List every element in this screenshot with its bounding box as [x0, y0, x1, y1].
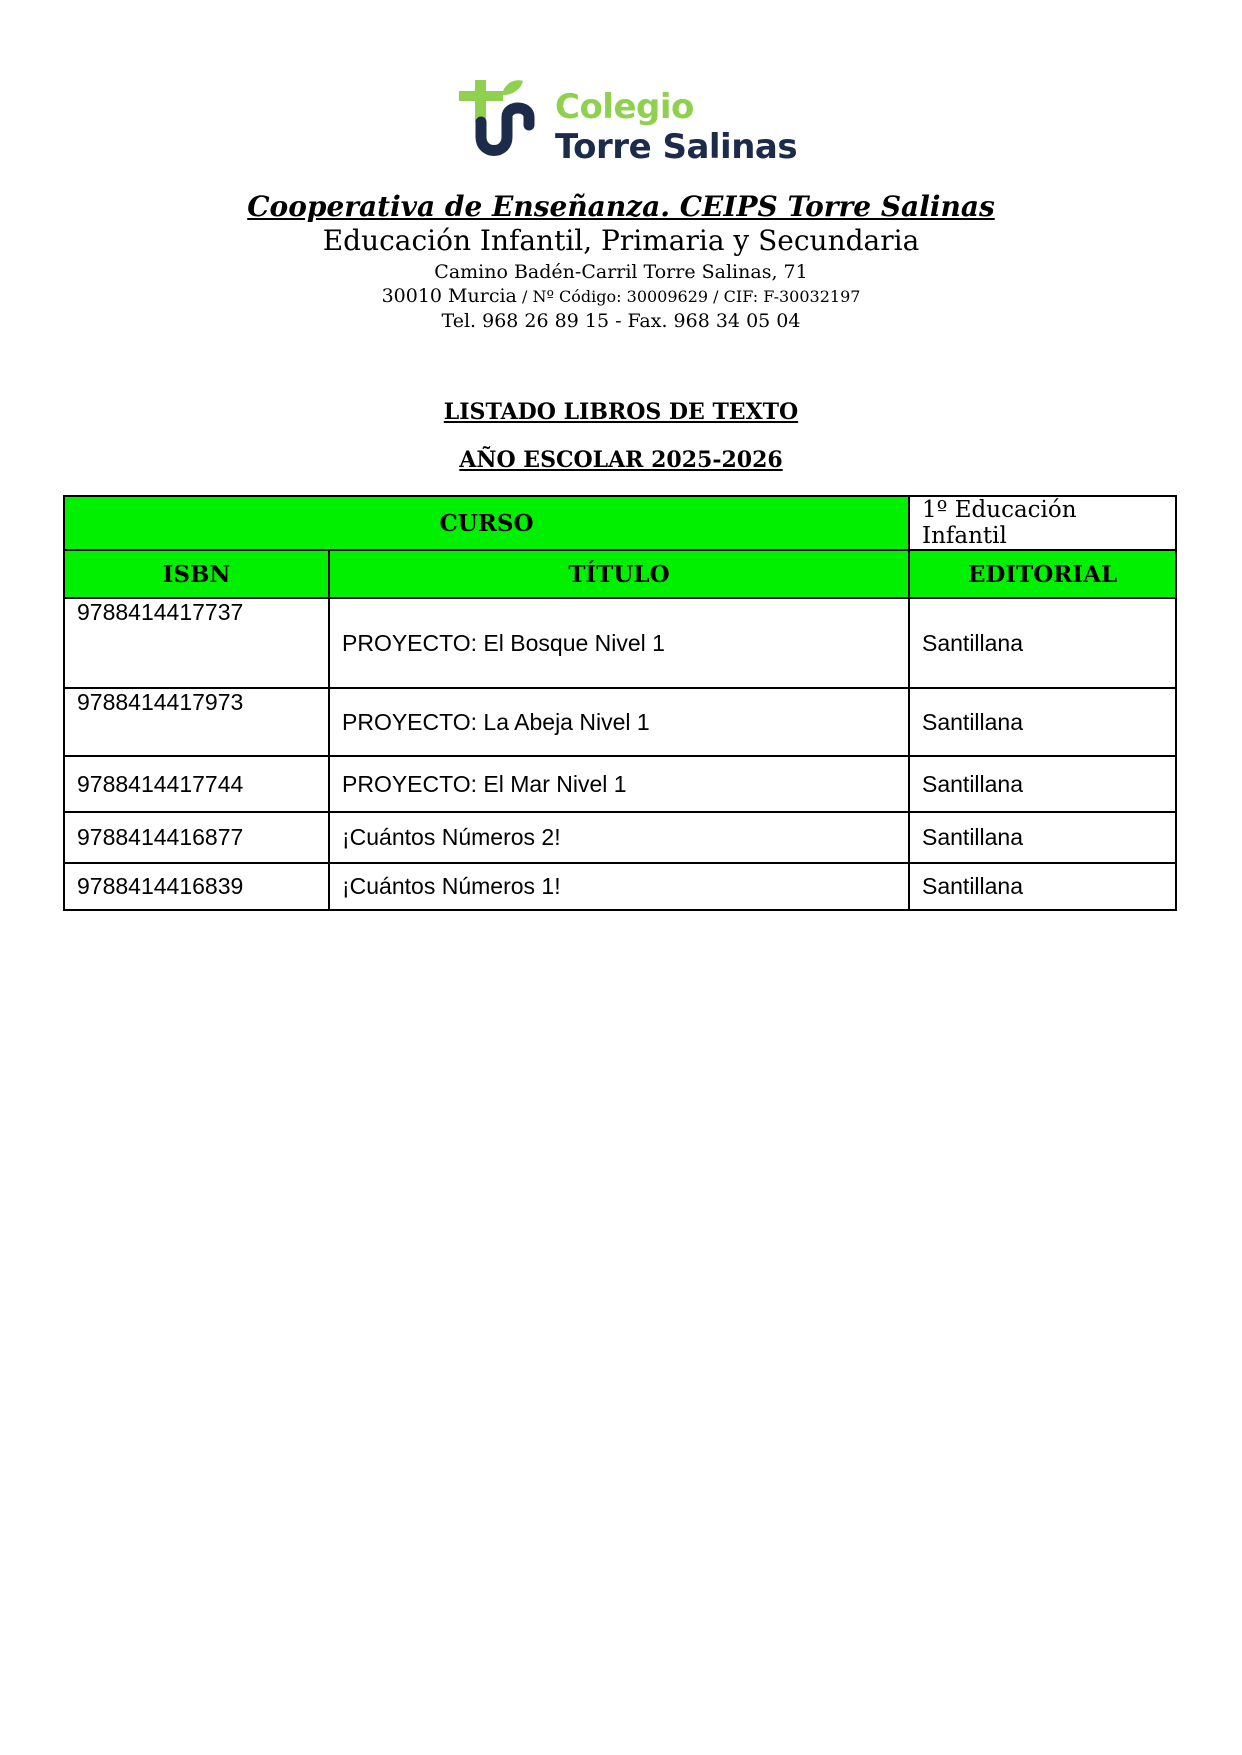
isbn-cell: 9788414417737: [64, 598, 329, 688]
document-title: LISTADO LIBROS DE TEXTO: [443, 399, 799, 425]
education-levels: Educación Infantil, Primaria y Secundaria: [322, 224, 920, 257]
contact-block: [0, 260, 1242, 333]
course-label: CURSO: [64, 496, 909, 550]
column-header-row: [64, 550, 1176, 598]
organization-name: Cooperativa de Enseñanza. CEIPS Torre Salinas: [247, 190, 995, 223]
title-cell: PROYECTO: El Mar Nivel 1: [329, 756, 909, 812]
school-logo: [455, 75, 815, 170]
course-value: 1º Educación Infantil: [909, 496, 1176, 550]
title-cell: PROYECTO: La Abeja Nivel 1: [329, 688, 909, 756]
table-row: [64, 756, 1176, 812]
isbn-cell: 9788414416877: [64, 812, 329, 863]
table-row: [64, 598, 1176, 688]
phone-fax-line: Tel. 968 26 89 15 - Fax. 968 34 05 04: [441, 310, 801, 332]
publisher-cell: Santillana: [909, 598, 1176, 688]
isbn-cell: 9788414416839: [64, 863, 329, 910]
isbn-cell: 9788414417973: [64, 688, 329, 756]
title-cell: PROYECTO: El Bosque Nivel 1: [329, 598, 909, 688]
table-row: [64, 863, 1176, 910]
publisher-cell: Santillana: [909, 863, 1176, 910]
address-line: Camino Badén-Carril Torre Salinas, 71: [434, 261, 808, 283]
logo-text-colegio: Colegio: [555, 87, 694, 127]
registration-codes: / Nº Código: 30009629 / CIF: F-30032197: [516, 287, 861, 306]
textbook-table: [63, 495, 1177, 911]
isbn-cell: 9788414417744: [64, 756, 329, 812]
logo-text-torre-salinas: Torre Salinas: [555, 127, 798, 167]
title-cell: ¡Cuántos Números 2!: [329, 812, 909, 863]
publisher-cell: Santillana: [909, 756, 1176, 812]
isbn-header: ISBN: [64, 550, 329, 598]
city-codes-line: [0, 284, 1242, 309]
city: 30010 Murcia: [381, 285, 517, 307]
publisher-cell: Santillana: [909, 812, 1176, 863]
logo-mark-icon: [455, 75, 550, 170]
title-header: TÍTULO: [329, 550, 909, 598]
publisher-header: EDITORIAL: [909, 550, 1176, 598]
course-row: [64, 496, 1176, 550]
school-year: AÑO ESCOLAR 2025-2026: [459, 447, 783, 473]
title-cell: ¡Cuántos Números 1!: [329, 863, 909, 910]
publisher-cell: Santillana: [909, 688, 1176, 756]
table-row: [64, 812, 1176, 863]
table-row: [64, 688, 1176, 756]
